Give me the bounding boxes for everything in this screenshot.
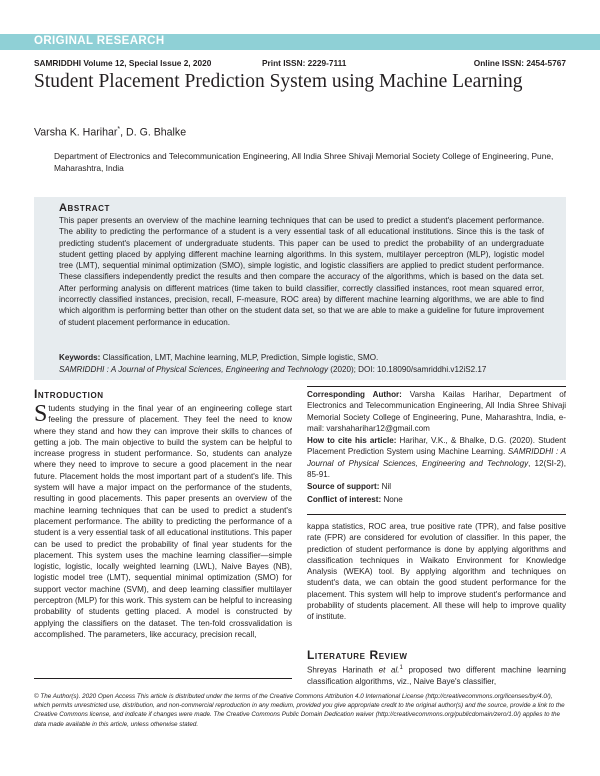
keywords bbox=[59, 353, 544, 362]
conflict-text: None bbox=[381, 494, 403, 504]
cite-text: Harihar, V.K., & Bhalke, D.G. (2020). Student Placement Prediction System using Machine Learning. bbox=[307, 436, 566, 457]
abstract-box bbox=[34, 197, 566, 380]
literature-review-text bbox=[307, 663, 566, 687]
author-1: Varsha K. Harihar bbox=[34, 126, 118, 139]
lit-text-start: Shreyas Harinath bbox=[307, 665, 379, 675]
section-banner bbox=[0, 34, 600, 50]
corresponding-label: Corresponding Author: bbox=[307, 390, 402, 399]
author-separator: , bbox=[120, 126, 127, 139]
citation-doi: (2020); DOI: 10.18090/samriddhi.v12iS2.17 bbox=[328, 365, 487, 374]
drop-cap: S bbox=[34, 403, 48, 427]
license-footer: © The Author(s). 2020 Open Access This article is distributed under the terms of the Creative Commons Attribution 4.0 International License (http://creativecommons.org/licenses/by/4.0/), which permits unrestricted use, distribution, and non-commercial reproduction in any medium, provided you give appropriate credit to the original author(s) and the source, provide a link to the Creative Commons license, and indicate if changes were made. The Creative Commons Public Domain Dedication waiver (http://creativecommons.org/publicdomain/zero/1.0/) applies to the data made available in this article, unless otherwise stated. bbox=[34, 693, 565, 728]
lit-text-end: proposed two different machine learning classification algorithms, viz., Naive Baye's classifier, bbox=[307, 665, 566, 686]
author-2: D. G. Bhalke bbox=[126, 126, 187, 139]
lit-etal: et al. bbox=[378, 665, 400, 675]
correspondence-top-rule bbox=[307, 386, 566, 387]
citation-journal: SAMRIDDHI : A Journal of Physical Sciences, Engineering and Technology bbox=[59, 365, 329, 374]
online-issn: Online ISSN: 2454-5767 bbox=[473, 58, 566, 68]
source-of-support bbox=[307, 481, 566, 492]
support-text: Nil bbox=[379, 482, 392, 492]
banner-label: ORIGINAL RESEARCH bbox=[34, 35, 165, 47]
introduction-heading: Introduction bbox=[34, 387, 104, 401]
abstract-citation bbox=[59, 365, 544, 374]
lit-ref: 1 bbox=[399, 665, 403, 671]
corresponding-author bbox=[307, 389, 566, 434]
abstract-heading: Abstract bbox=[59, 202, 110, 214]
conflict-of-interest bbox=[307, 494, 566, 505]
literature-review-heading: Literature Review bbox=[307, 648, 408, 662]
introduction-body: tudents studying in the final year of an engineering college start feeling the pressure of placement. They feel the need to know where they stand and how they can improve their skills to chances of getting a job. The main objective to build the system can be helpful to increase progress in student performance. So, students can analyze where they need to improve to secure a good placement in the near future. Placement holds the most important part of a student's life. This system will have a major impact on the performance of the students, resulting in good placements. This paper presents an overview of the machine learning techniques that can be used to predict a student's placement performance. The ability to predicting the performance of a student is a very essential task of all educational institutions. This paper can be used to predict the probability of final year students for the placement. This system uses the machine learning classifier—simple logistic, logistic, locally weighted learning (LWL), Naive Bayes (NB), logistic model tree (LMT), sequential minimal optimization (SMO) for support vector machine (SVM), and deep learning classifier multilayer perceptron (MLP) for this work. This system can be helpful to increasing probability of students getting placed. A model is constructed by applying the classifiers on the dataset. The ten-fold crossvalidation is accomplished. The parameters, like accuracy, precision recall, bbox=[34, 404, 292, 639]
author-list bbox=[34, 126, 186, 139]
cite-journal: SAMRIDDHI : A Journal of Physical Sciences, Engineering and Technology bbox=[307, 447, 566, 468]
corresponding-text: Varsha Kailas Harihar, Department of Electronics and Telecommunication Engineering, All India Shree Shivaji Memorial Society College of Engineering, Pune, Maharashtra, India, e-mail: varshaharihar12@gmail.com bbox=[307, 390, 566, 433]
print-issn: Print ISSN: 2229-7111 bbox=[262, 58, 347, 68]
journal-volume: SAMRIDDHI Volume 12, Special Issue 2, 2020 bbox=[34, 58, 212, 68]
conflict-label: Conflict of interest: bbox=[307, 494, 382, 504]
keywords-text: Classification, LMT, Machine learning, MLP, Prediction, Simple logistic, SMO. bbox=[102, 353, 379, 362]
affiliation: Department of Electronics and Telecommunication Engineering, All India Shree Shivaji Memorial Society College of Engineering, Pune, Maharashtra, India bbox=[54, 151, 554, 173]
introduction-continued: kappa statistics, ROC area, true positive rate (TPR), and false positive rate (FPR) are considered for evolution of classifier. In this paper, the prediction of student performance is done by applying algorithms and classification techniques in Waikato Environment for Knowledge Analysis (WEKA) tool. By applying algorithm and techniques on student's data, we can obtain the good student performance for the placement. This system will help to improve student's performance and probability of students placement. All these will help to improve quality of institute. bbox=[307, 522, 566, 622]
paper-title: Student Placement Prediction System using Machine Learning bbox=[34, 71, 523, 92]
journal-header bbox=[34, 58, 566, 69]
corresponding-mark: * bbox=[117, 126, 121, 133]
footer-rule bbox=[34, 678, 292, 679]
keywords-label: Keywords: bbox=[59, 353, 101, 362]
how-to-cite bbox=[307, 435, 566, 480]
support-label: Source of support: bbox=[307, 482, 380, 492]
correspondence-box bbox=[307, 389, 566, 506]
cite-end: , 12(SI-2), 85-91. bbox=[307, 458, 566, 480]
abstract-text: This paper presents an overview of the machine learning techniques that can be used to predict a student's placement performance. The ability to predicting the performance of a student is a very essential task of all educational institutions. Since this is the task of predicting student's placement of undergraduate students. This paper can be used to predict the probability of an undergraduate student getting placed by applying different machine learning algorithms. In this system, multilayer perceptron (MLP), logistic model tree (LMT), sequential minimal optimization (SMO), simple logistic, and logistic classifiers are applied to predict student performance. These classifiers independently predict the results and then compare the accuracy of the algorithms, which is based on the data set. After performing analysis on different matrices (time taken to build classifier, correctly classified instances, root mean squared error, incorrectly classified instances, precision, recall, F-measure, ROC area) by different machine learning algorithms, we are able to find which algorithm is performing better than other on the student data set, so that we are able to make a guideline for future improvement of student placement performance in education. bbox=[59, 216, 544, 327]
correspondence-bottom-rule bbox=[307, 514, 566, 515]
cite-label: How to cite his article: bbox=[307, 436, 397, 446]
